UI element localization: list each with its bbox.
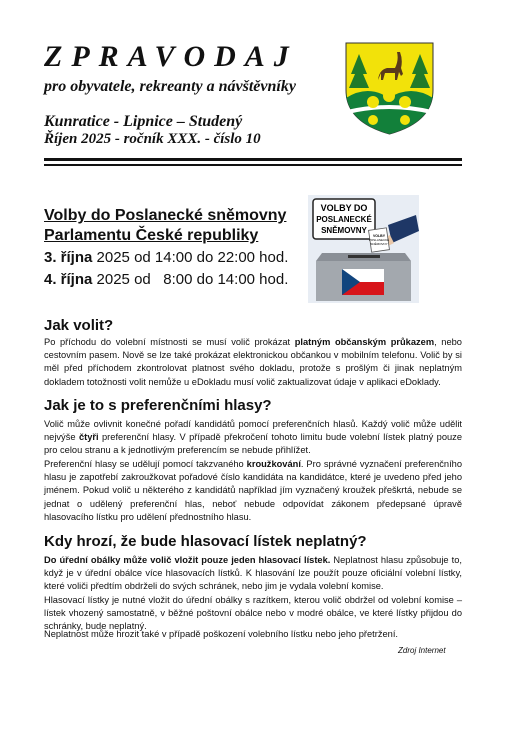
svg-text:VOLBY: VOLBY (372, 234, 386, 238)
czech-flag-icon (342, 269, 384, 295)
section-heading-how-to-vote: Jak volit? (44, 317, 114, 334)
section-heading-invalid-ballot: Kdy hrozí, že bude hlasovací lístek neplatný? (44, 533, 367, 550)
newsletter-subtitle: pro obyvatele, rekreanty a návštěvníky (44, 78, 296, 95)
section-body-how-to-vote: Po příchodu do volební místnosti se musí volič prokázat platným občanským průkazem, nebo cestovním pasem. Nově se lze také prokázat elektronickou občankou v mobilním telefonu. Volič by si měl před příchodem zkontrolovat platnost svého dokladu, protože s prošlým či jinak neplatným dokladem totožnosti volit nemůže u eDokladu musí volič zaktualizovat údaje v aplikaci eDoklady. (44, 337, 462, 387)
election-title-line2: Parlamentu České republiky (44, 227, 259, 244)
svg-text:POSLANECKÉ: POSLANECKÉ (368, 238, 390, 242)
masthead-divider-thin (44, 164, 462, 166)
election-title-line1: Volby do Poslanecké sněmovny (44, 207, 287, 224)
svg-text:VOLBY DO: VOLBY DO (320, 203, 368, 213)
election-day2: 4. října 2025 od 8:00 do 14:00 hod. (44, 271, 289, 288)
ballot-box-illustration (308, 195, 419, 303)
svg-text:SNĚMOVNY: SNĚMOVNY (321, 226, 367, 235)
masthead-divider (44, 158, 462, 161)
newsletter-title: ZPRAVODAJ (44, 40, 298, 73)
section-body-invalid-2: Hlasovací lístky je nutné vložit do úřední obálky s razítkem, kterou volič obdržel od volební komise – lístek vhozený samostatně, v běžné poštovní obálce nebo v modré obálce, ve které lístky přijdou do schránky, bude neplatný. (44, 595, 462, 632)
section-body-invalid-3: Neplatnost může hrozit také v případě poškození volebního lístku nebo jeho přetržení. (44, 629, 399, 639)
source-note: Zdroj Internet (398, 646, 446, 655)
section-body-preferential-2: Preferenční hlasy se udělují pomocí takzvaného kroužkování. Pro správné vyznačení preferenčního hlasu je zapotřebí zakroužkovat pořadové číslo kandidáta na kandidátce, které je uvedeno před jeho jménem. Pokud volič u některého z kandidátů například jím vyznačený kroužek přeškrtá, nebude se jednat o udělený preferenční hlas, neboť nebude odpovídat zákonem předepsané úpravě hlasovacího lístku pro udělení přednostního hlasu. (44, 459, 463, 522)
election-day1: 3. října 2025 od 14:00 do 22:00 hod. (44, 249, 289, 266)
issue-line: Říjen 2025 - ročník XXX. - číslo 10 (44, 131, 261, 147)
election-announcement (44, 206, 304, 290)
municipal-coat-of-arms-icon (343, 40, 436, 136)
svg-text:POSLANECKÉ: POSLANECKÉ (316, 215, 372, 224)
svg-text:SNĚMOVNY: SNĚMOVNY (370, 242, 388, 246)
villages-line: Kunratice - Lipnice – Studený (44, 113, 243, 130)
section-body-invalid-1: Do úřední obálky může volič vložit pouze jeden hlasovací lístek. Neplatnost hlasu způsobuje to, když je v úřední obálce více hlasovacích lístků. K hlasování lze použít pouze oficiální volební lístky, které voliči předtím obdrželi do svých schránek, nebo jim je vydala volební komise. (44, 555, 462, 592)
section-heading-preferential-votes: Jak je to s preferenčními hlasy? (44, 397, 272, 414)
section-body-preferential-1: Volič může ovlivnit konečné pořadí kandidátů pomocí preferenčních hlasů. Každý volič může udělit nejvýše čtyři preferenční hlasy. V případě překročení tohoto limitu bude volební lístek platný pouze pro celou stranu a k jednotlivým preferencím se nebude přihlížet. (44, 419, 462, 456)
